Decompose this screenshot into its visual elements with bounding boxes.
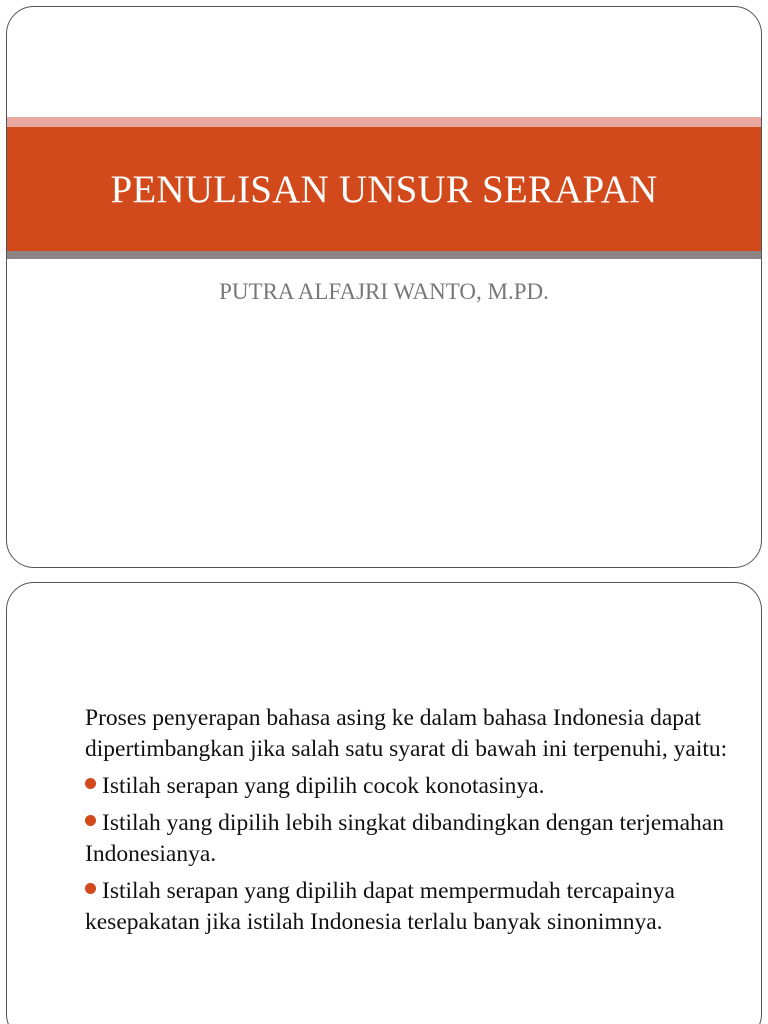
bullet-item	[85, 808, 745, 870]
slide-body	[85, 703, 745, 944]
slide-content	[6, 582, 762, 1024]
title-band-accent-top	[7, 117, 761, 127]
title-band	[7, 127, 761, 251]
bullet-text: Istilah serapan yang dipilih dapat mempermudah tercapainya kesepakatan jika istilah Indonesia terlalu banyak sinonimnya.	[85, 878, 675, 935]
bullet-item	[85, 771, 745, 802]
bullet-dot-icon	[85, 883, 96, 894]
bullet-dot-icon	[85, 815, 96, 826]
bullet-text: Istilah serapan yang dipilih cocok konotasinya.	[102, 773, 545, 799]
slide-title	[6, 6, 762, 568]
bullet-item	[85, 876, 745, 938]
title-band-accent-bottom	[7, 251, 761, 259]
slide-subtitle: PUTRA ALFAJRI WANTO, M.PD.	[219, 279, 549, 304]
bullet-text: Istilah yang dipilih lebih singkat dibandingkan dengan terjemahan Indonesianya.	[85, 810, 724, 867]
intro-paragraph: Proses penyerapan bahasa asing ke dalam bahasa Indonesia dapat dipertimbangkan jika salah satu syarat di bawah ini terpenuhi, yaitu:	[85, 705, 728, 762]
bullet-dot-icon	[85, 778, 96, 789]
slide-title-text: PENULISAN UNSUR SERAPAN	[110, 167, 658, 211]
